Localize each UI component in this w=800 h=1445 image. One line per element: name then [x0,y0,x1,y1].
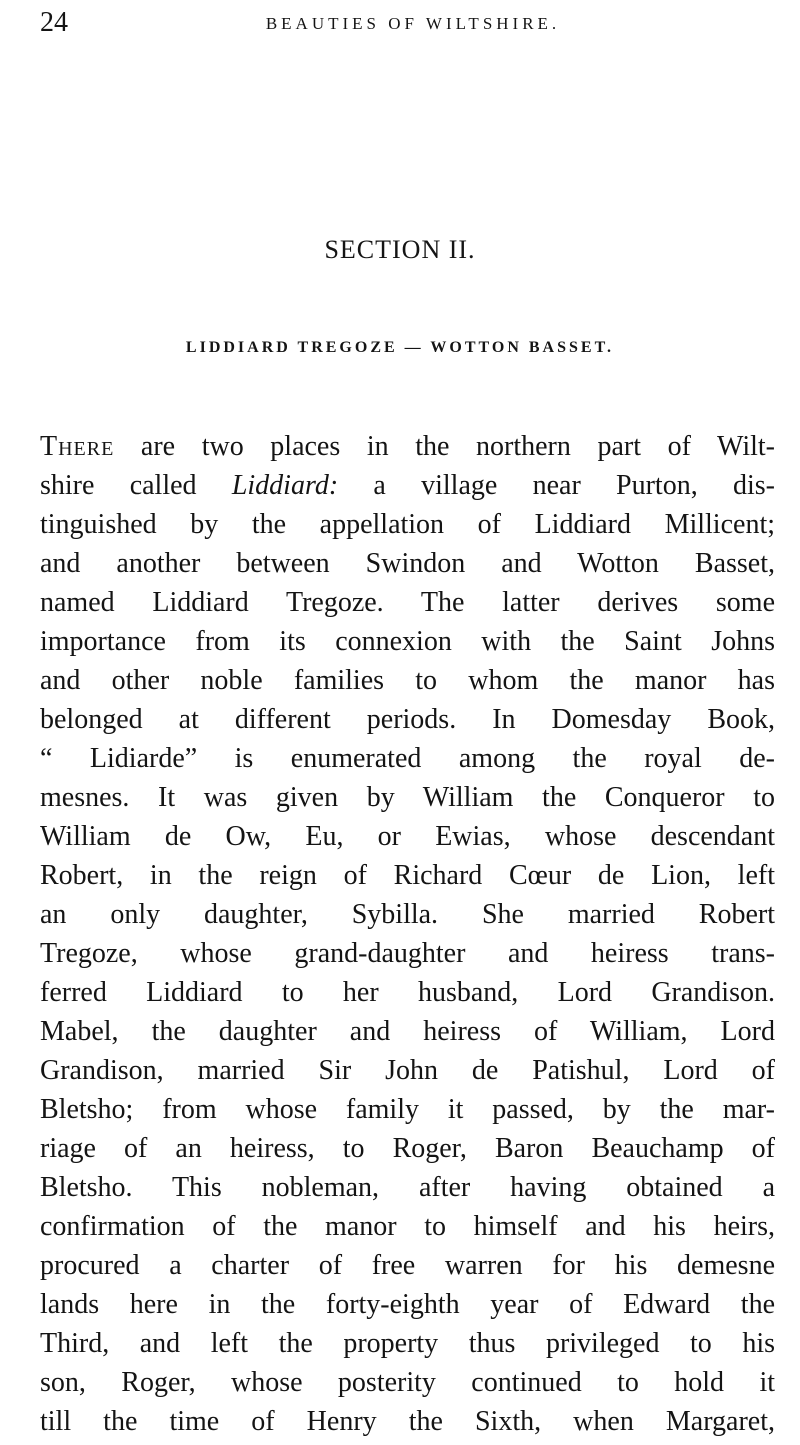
text-line: riage of an heiress, to Roger, Baron Beauchamp of [40,1133,775,1164]
text-line: and other noble families to whom the manor has [40,665,775,696]
text-line: Bletsho. This nobleman, after having obtained a [40,1172,775,1203]
text-line: Mabel, the daughter and heiress of William, Lord [40,1016,775,1047]
text-line: till the time of Henry the Sixth, when Margaret, [40,1406,775,1437]
running-head [40,6,776,40]
text-line: procured a charter of free warren for his demesne [40,1250,775,1281]
text-line: an only daughter, Sybilla. She married Robert [40,899,775,930]
text-line: Third, and left the property thus privileged to his [40,1328,775,1359]
text-line: There are two places in the northern part of Wilt- [40,431,775,462]
opening-word: There [40,431,115,462]
text-line: “ Lidiarde” is enumerated among the royal de- [40,743,775,774]
text-line: son, Roger, whose posterity continued to hold it [40,1367,775,1398]
text-line: Robert, in the reign of Richard Cœur de Lion, left [40,860,775,891]
text-line: tinguished by the appellation of Liddiard Millicent; [40,509,775,540]
section-heading: SECTION II. [324,235,476,264]
text-line: mesnes. It was given by William the Conqueror to [40,782,775,813]
page-number: 24 [40,7,68,38]
running-title: BEAUTIES OF WILTSHIRE. [265,14,561,33]
text-line: shire called Liddiard: a village near Purton, dis- [40,470,775,501]
text-line: Bletsho; from whose family it passed, by the mar- [40,1094,775,1125]
text-line: belonged at different periods. In Domesday Book, [40,704,775,735]
body-text [40,427,775,1441]
text-line: named Liddiard Tregoze. The latter derives some [40,587,775,618]
text-line: lands here in the forty-eighth year of Edward the [40,1289,775,1320]
text-line: William de Ow, Eu, or Ewias, whose descendant [40,821,775,852]
section-subheading: LIDDIARD TREGOZE — WOTTON BASSET. [185,339,615,356]
italic-place-name: Liddiard: [231,470,339,501]
text-line: confirmation of the manor to himself and his heirs, [40,1211,775,1242]
text-line: Tregoze, whose grand-daughter and heiress trans- [40,938,775,969]
text-line: and another between Swindon and Wotton Basset, [40,548,775,579]
text-line: importance from its connexion with the Saint Johns [40,626,775,657]
text-line: Grandison, married Sir John de Patishul, Lord of [40,1055,775,1086]
text-line: ferred Liddiard to her husband, Lord Grandison. [40,977,775,1008]
